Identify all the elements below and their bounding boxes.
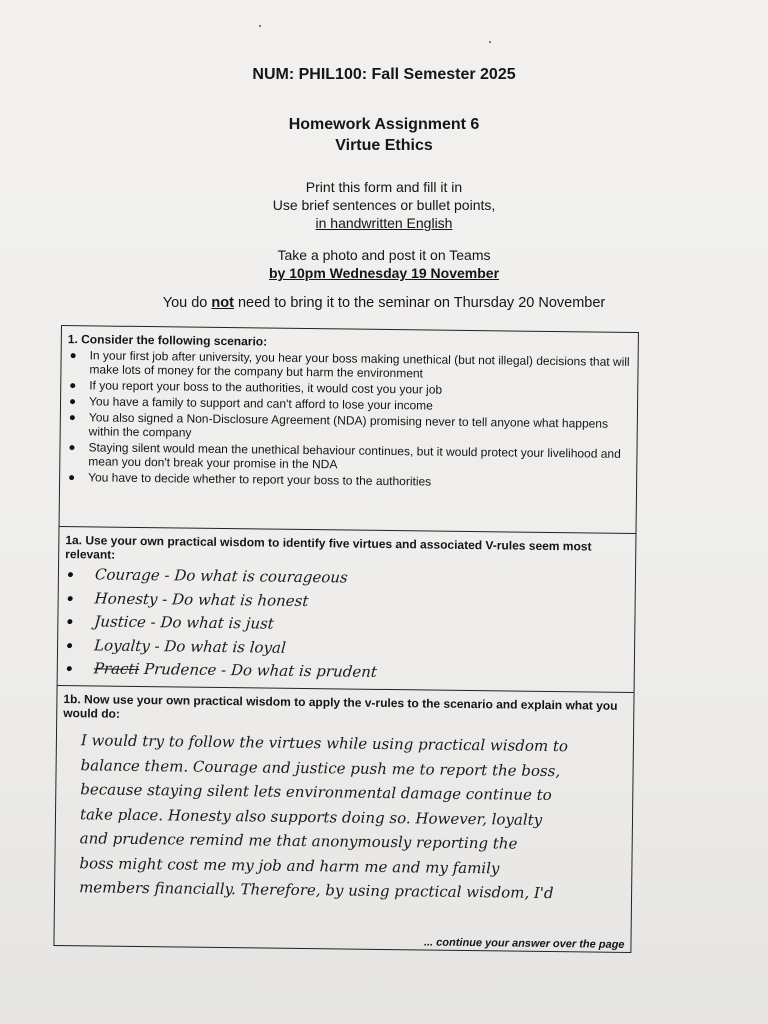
answer-line: boss might cost me my job and harm me and my family — [79, 853, 500, 877]
answer-line: because staying silent lets environmental damage continue to — [80, 780, 552, 805]
course-heading: NUM: PHIL100: Fall Semester 2025 — [252, 66, 516, 83]
scenario-section — [60, 326, 638, 533]
paper-speck — [259, 25, 261, 27]
assignment-topic: Virtue Ethics — [335, 137, 433, 154]
deadline: by 10pm Wednesday 19 November — [268, 265, 500, 281]
assignment-heading — [0, 114, 768, 156]
answer-line: balance them. Courage and justice push me to report the boss, — [80, 755, 561, 780]
instruction-handwritten: in handwritten English — [315, 215, 453, 231]
scenario-bullet: Staying silent would mean the unethical behaviour continues, but it would protect your livelihood and mean you don't break your promise in the NDA — [66, 440, 630, 475]
seminar-note — [0, 295, 768, 311]
scenario-bullet: You have to decide whether to report your boss to the authorities — [66, 470, 630, 491]
seminar-text-end: need to bring it to the seminar on Thursday 20 November — [233, 295, 606, 311]
crossed-out-word: Practi — [93, 659, 141, 678]
seminar-not-emphasis: not — [211, 295, 234, 311]
assignment-title: Homework Assignment 6 — [288, 116, 480, 133]
instruction-brief: Use brief sentences or bullet points, — [272, 197, 496, 213]
scenario-bullet: If you report your boss to the authorities, it would cost you your job — [67, 378, 631, 399]
virtue-item-text: Prudence - Do what is prudent — [143, 660, 378, 681]
answer-line: and prudence remind me that anonymously reporting the — [79, 829, 518, 853]
seminar-text-start: You do — [162, 295, 212, 311]
virtue-item: Courage - Do what is courageous — [64, 563, 630, 593]
instruction-print: Print this form and fill it in — [305, 179, 463, 195]
virtues-section — [58, 526, 636, 693]
virtues-title: 1a. Use your own practical wisdom to identify five virtues and associated V-rules seem most relevant: — [65, 533, 592, 562]
post-instruction: Take a photo and post it on Teams — [277, 247, 491, 263]
answer-section — [54, 685, 633, 953]
virtues-list — [58, 563, 635, 688]
submission-instructions — [0, 246, 768, 282]
answer-line: members financially. Therefore, by using practical wisdom, I'd — [79, 878, 554, 903]
scenario-bullet: You also signed a Non-Disclosure Agreement (NDA) promising never to tell anyone what happens within the company — [67, 410, 631, 445]
scenario-list — [60, 348, 638, 491]
paper-speck — [489, 41, 491, 43]
virtue-item: Justice - Do what is just — [63, 610, 629, 640]
worksheet-table — [53, 325, 639, 953]
scenario-bullet: You have a family to support and can't afford to lose your income — [67, 394, 631, 415]
continue-note: ... continue your answer over the page — [423, 936, 625, 951]
scenario-title: 1. Consider the following scenario: — [67, 332, 268, 349]
virtue-item: Honesty - Do what is honest — [64, 587, 630, 617]
answer-title: 1b. Now use your own practical wisdom to apply the v-rules to the scenario and explain what you would do: — [63, 692, 618, 721]
answer-line: take place. Honesty also supports doing so. However, loyalty — [79, 804, 543, 829]
answer-line: I would try to follow the virtues while using practical wisdom to — [80, 731, 569, 756]
virtue-item: Loyalty - Do what is loyal — [63, 634, 629, 664]
scenario-bullet: In your first job after university, you hear your boss making unethical (but not illegal) decisions that will make lots of money for the company but harm the environment — [67, 348, 631, 383]
handwritten-answer — [79, 728, 629, 906]
instructions — [0, 178, 768, 232]
